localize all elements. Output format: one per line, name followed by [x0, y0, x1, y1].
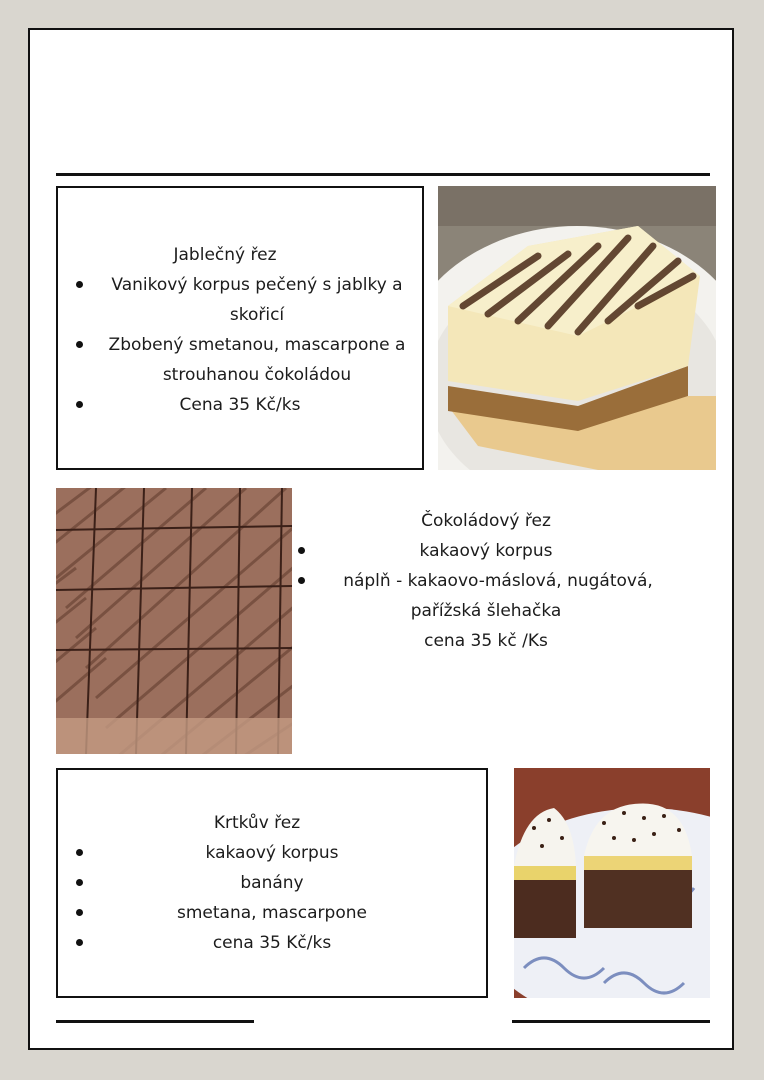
chocolate-slice-title: Čokoládový řez [421, 511, 551, 531]
list-item [286, 626, 686, 656]
bullet-icon [76, 341, 83, 348]
mole-slice-title: Krtkův řez [213, 813, 301, 833]
list-item [58, 330, 422, 390]
list-item [58, 898, 486, 928]
bullet-icon [76, 879, 83, 886]
apple-slice-photo [438, 186, 716, 470]
item-text: pařížská šlehačka [410, 601, 562, 621]
item-text: cena 35 Kč/ks [212, 933, 332, 953]
item-text: smetana, mascarpone [177, 903, 367, 923]
item-text: banány [240, 873, 304, 893]
item-text: náplň - kakaovo-máslová, nugátová, [343, 571, 653, 591]
bottom-left-divider [56, 1020, 254, 1023]
bullet-icon [298, 547, 305, 554]
menu-page [28, 28, 734, 1050]
list-item [58, 270, 422, 330]
list-item [286, 536, 686, 566]
apple-slice-box [56, 186, 424, 470]
item-text: kakaový korpus [205, 843, 339, 863]
chocolate-slice-image [56, 488, 292, 754]
item-text: cena 35 kč /Ks [424, 631, 548, 651]
mole-slice-box [56, 768, 488, 998]
mole-slice-list [58, 838, 486, 958]
apple-slice-list [58, 270, 422, 420]
mole-slice-image [514, 768, 710, 998]
item-text: Cena 35 Kč/ks [179, 395, 301, 415]
apple-slice-image [438, 186, 716, 470]
chocolate-slice-text [286, 506, 686, 656]
bullet-icon [76, 909, 83, 916]
bullet-icon [298, 577, 305, 584]
apple-slice-title: Jablečný řez [173, 245, 277, 265]
chocolate-slice-list [286, 536, 686, 656]
list-item [58, 838, 486, 868]
bullet-icon [76, 401, 83, 408]
chocolate-slice-photo [56, 488, 292, 754]
list-item [58, 868, 486, 898]
item-text: Vanikový korpus pečený s jablky a skořicí [111, 275, 403, 325]
bullet-icon [76, 849, 83, 856]
bullet-icon [76, 939, 83, 946]
list-item [286, 566, 686, 596]
item-text: Zbobený smetanou, mascarpone a strouhanou čokoládou [108, 335, 406, 385]
list-item [58, 928, 486, 958]
list-item [58, 390, 422, 420]
top-divider [56, 173, 710, 176]
mole-slice-photo [514, 768, 710, 998]
list-item [286, 596, 686, 626]
bullet-icon [76, 281, 83, 288]
bottom-right-divider [512, 1020, 710, 1023]
item-text: kakaový korpus [419, 541, 553, 561]
